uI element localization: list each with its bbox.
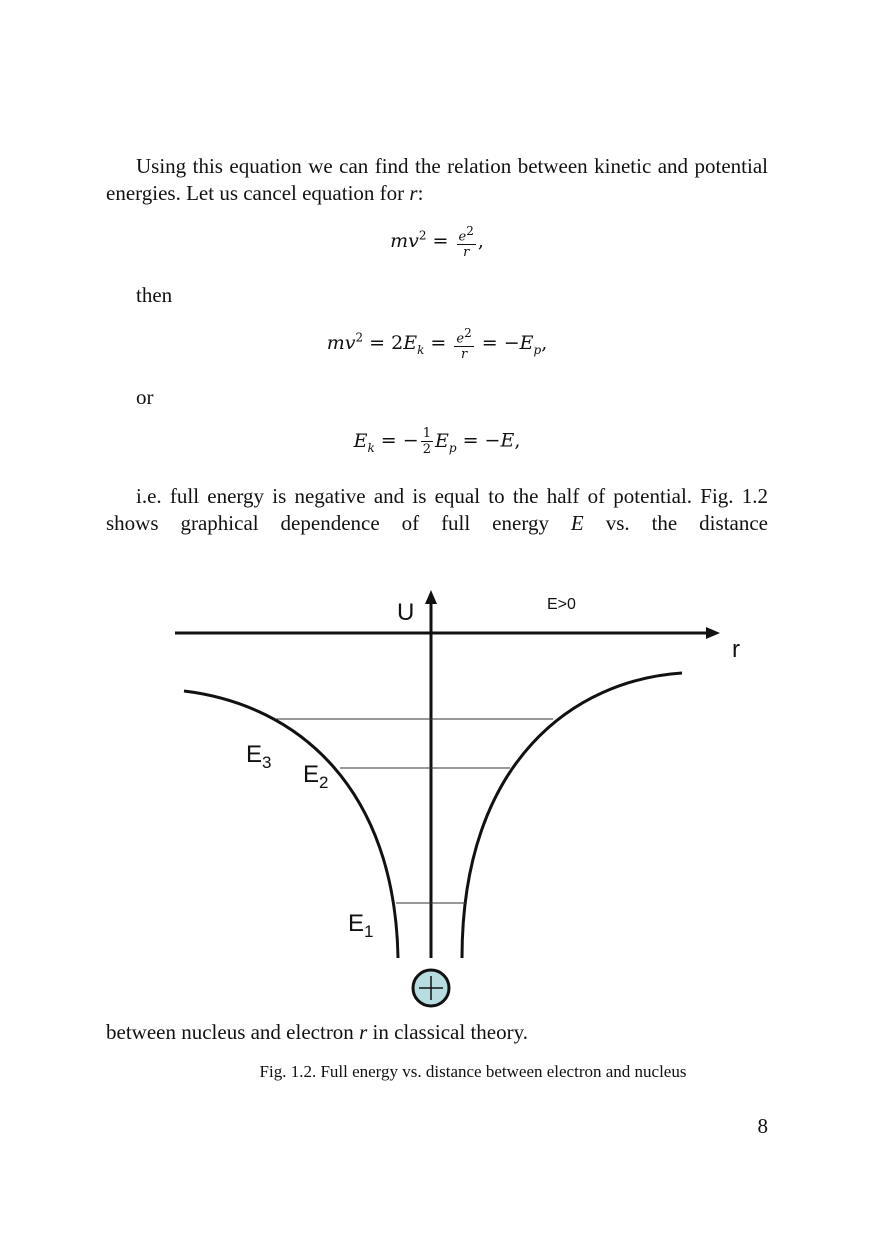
paragraph-distance: between nucleus and electron r in classical theory. — [106, 1020, 529, 1044]
variable-e: E — [570, 511, 584, 535]
page-number: 8 — [757, 1114, 768, 1138]
e1-label: $E_1$ — [348, 910, 374, 941]
potential-curve-right — [462, 673, 682, 958]
e3-label: $E_3$ — [246, 741, 272, 772]
paragraph-intro: Using this equation we can find the relation between kinetic and potential energies. Let us cancel equation for r: — [106, 154, 768, 205]
paragraph-full-energy: i.e. full energy is negative and is equal to the half of potential. Fig. 1.2 shows graphical dependence of full energy E vs. the distance — [106, 484, 768, 535]
r-axis-arrow — [706, 627, 720, 639]
then-label: then — [136, 283, 173, 307]
variable-r-2: r — [359, 1020, 368, 1044]
u-axis-arrow — [425, 590, 437, 604]
e2-label: $E_2$ — [303, 761, 329, 792]
equation-2: $mv^2 = 2E_k$ = $\frac{e^2}{r}$ = $-E_p$, — [326, 326, 548, 363]
r-axis-label: r — [732, 636, 740, 663]
potential-curve-left — [184, 691, 398, 958]
equation-1: $mv^2$ = $\frac{e^2}{r}$ , — [390, 224, 484, 261]
figure-caption: Fig. 1.2. Full energy vs. distance between electron and nucleus — [259, 1062, 687, 1081]
u-axis-label: U — [397, 599, 415, 626]
e-positive-label: E>0 — [547, 596, 576, 613]
variable-r: r — [409, 181, 418, 205]
equation-3: $E_k$ = − $\frac{1}{2}$ $E_p = -E$, — [353, 426, 521, 457]
or-label: or — [136, 385, 154, 409]
